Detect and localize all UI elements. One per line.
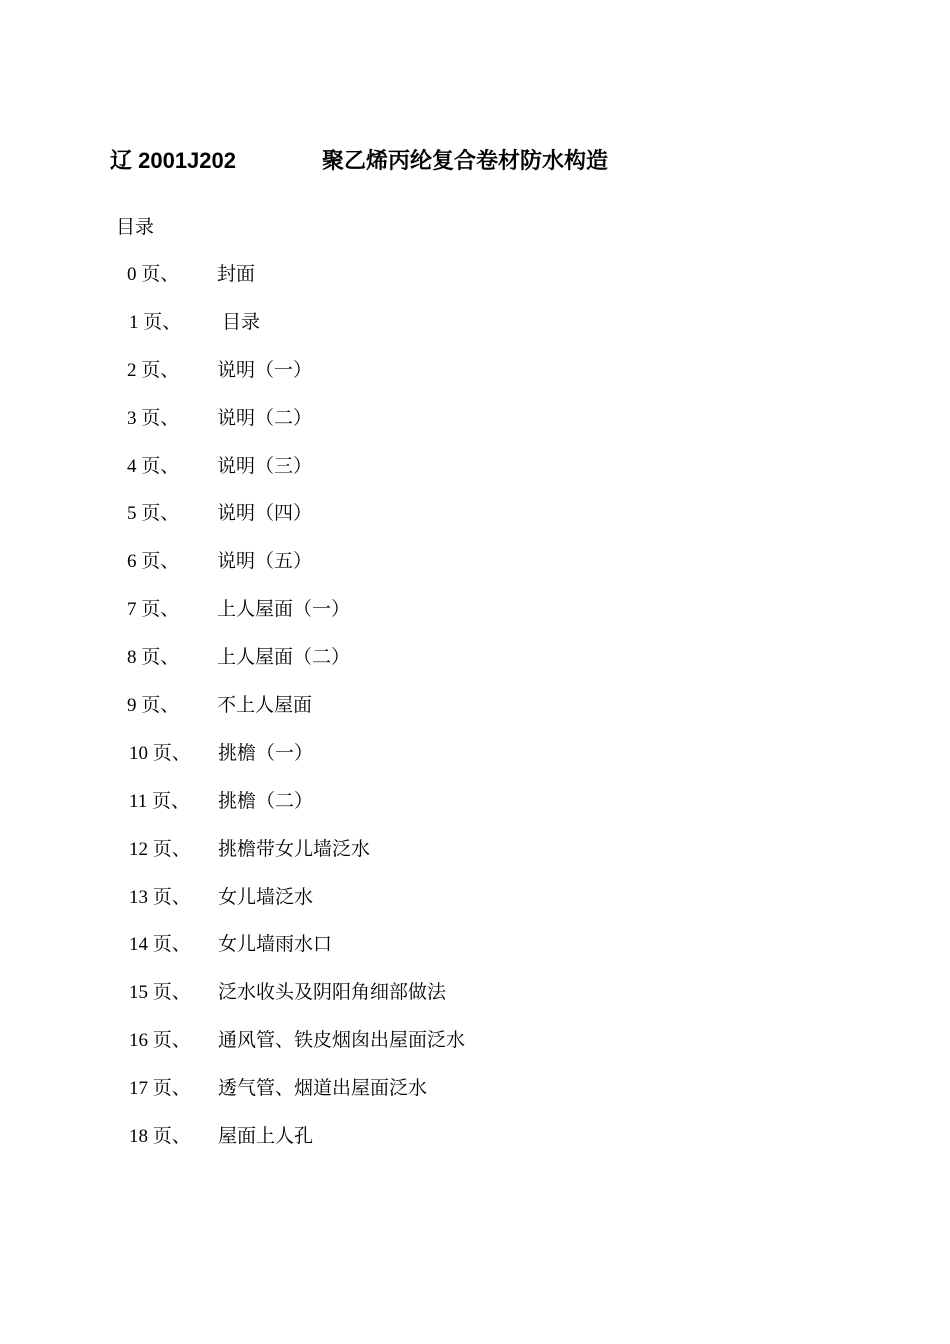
toc-entry-title: 说明（一） bbox=[217, 359, 313, 381]
toc-entry-title: 泛水收头及阴阳角细部做法 bbox=[218, 982, 447, 1004]
toc-page-number: 12 页、 bbox=[129, 838, 191, 860]
toc-page-number: 8 页、 bbox=[127, 647, 180, 669]
toc-page-number: 2 页、 bbox=[127, 359, 180, 381]
toc-page-number: 11 页、 bbox=[129, 790, 191, 812]
toc-entry-title: 上人屋面（二） bbox=[217, 647, 351, 669]
toc-page-number: 7 页、 bbox=[127, 599, 180, 621]
toc-entry-title: 挑檐（一） bbox=[218, 742, 314, 764]
toc-entry-title: 透气管、烟道出屋面泛水 bbox=[218, 1078, 428, 1100]
toc-entry-title: 通风管、铁皮烟囱出屋面泛水 bbox=[218, 1030, 466, 1052]
toc-page-number: 15 页、 bbox=[129, 982, 191, 1004]
toc-heading: 目录 bbox=[116, 217, 155, 238]
toc-entry-title: 目录 bbox=[222, 311, 261, 333]
toc-page-number: 6 页、 bbox=[127, 551, 180, 573]
document-title-text: 聚乙烯丙纶复合卷材防水构造 bbox=[322, 148, 609, 173]
toc-page-number: 18 页、 bbox=[129, 1126, 191, 1148]
toc-entry-title: 屋面上人孔 bbox=[218, 1126, 314, 1148]
toc-entry-title: 挑檐带女儿墙泛水 bbox=[218, 838, 371, 860]
toc-entry-title: 说明（二） bbox=[217, 407, 313, 429]
toc-page-number: 10 页、 bbox=[129, 742, 191, 764]
document-code: 辽 2001J202 bbox=[110, 148, 236, 173]
toc-page-number: 1 页、 bbox=[129, 311, 182, 333]
toc-page-number: 4 页、 bbox=[127, 455, 180, 477]
toc-entry-title: 上人屋面（一） bbox=[217, 599, 351, 621]
toc-entry-title: 说明（五） bbox=[217, 551, 313, 573]
toc-entry-title: 说明（四） bbox=[217, 503, 313, 525]
document-title bbox=[110, 146, 608, 176]
toc-page-number: 14 页、 bbox=[129, 934, 191, 956]
toc-page-number: 3 页、 bbox=[127, 407, 180, 429]
toc-page-number: 16 页、 bbox=[129, 1030, 191, 1052]
toc-page-number: 5 页、 bbox=[127, 503, 180, 525]
toc-entry-title: 说明（三） bbox=[217, 455, 313, 477]
toc-entry-title: 女儿墙泛水 bbox=[218, 886, 314, 908]
toc-entry-title: 挑檐（二） bbox=[218, 790, 314, 812]
toc-page-number: 0 页、 bbox=[127, 264, 180, 285]
toc-page-number: 13 页、 bbox=[129, 886, 191, 908]
toc-entry-title: 封面 bbox=[217, 264, 256, 285]
toc-page-number: 17 页、 bbox=[129, 1078, 191, 1100]
toc-entry-title: 不上人屋面 bbox=[217, 695, 313, 717]
toc-entry-title: 女儿墙雨水口 bbox=[218, 934, 333, 956]
toc-page-number: 9 页、 bbox=[127, 695, 180, 717]
